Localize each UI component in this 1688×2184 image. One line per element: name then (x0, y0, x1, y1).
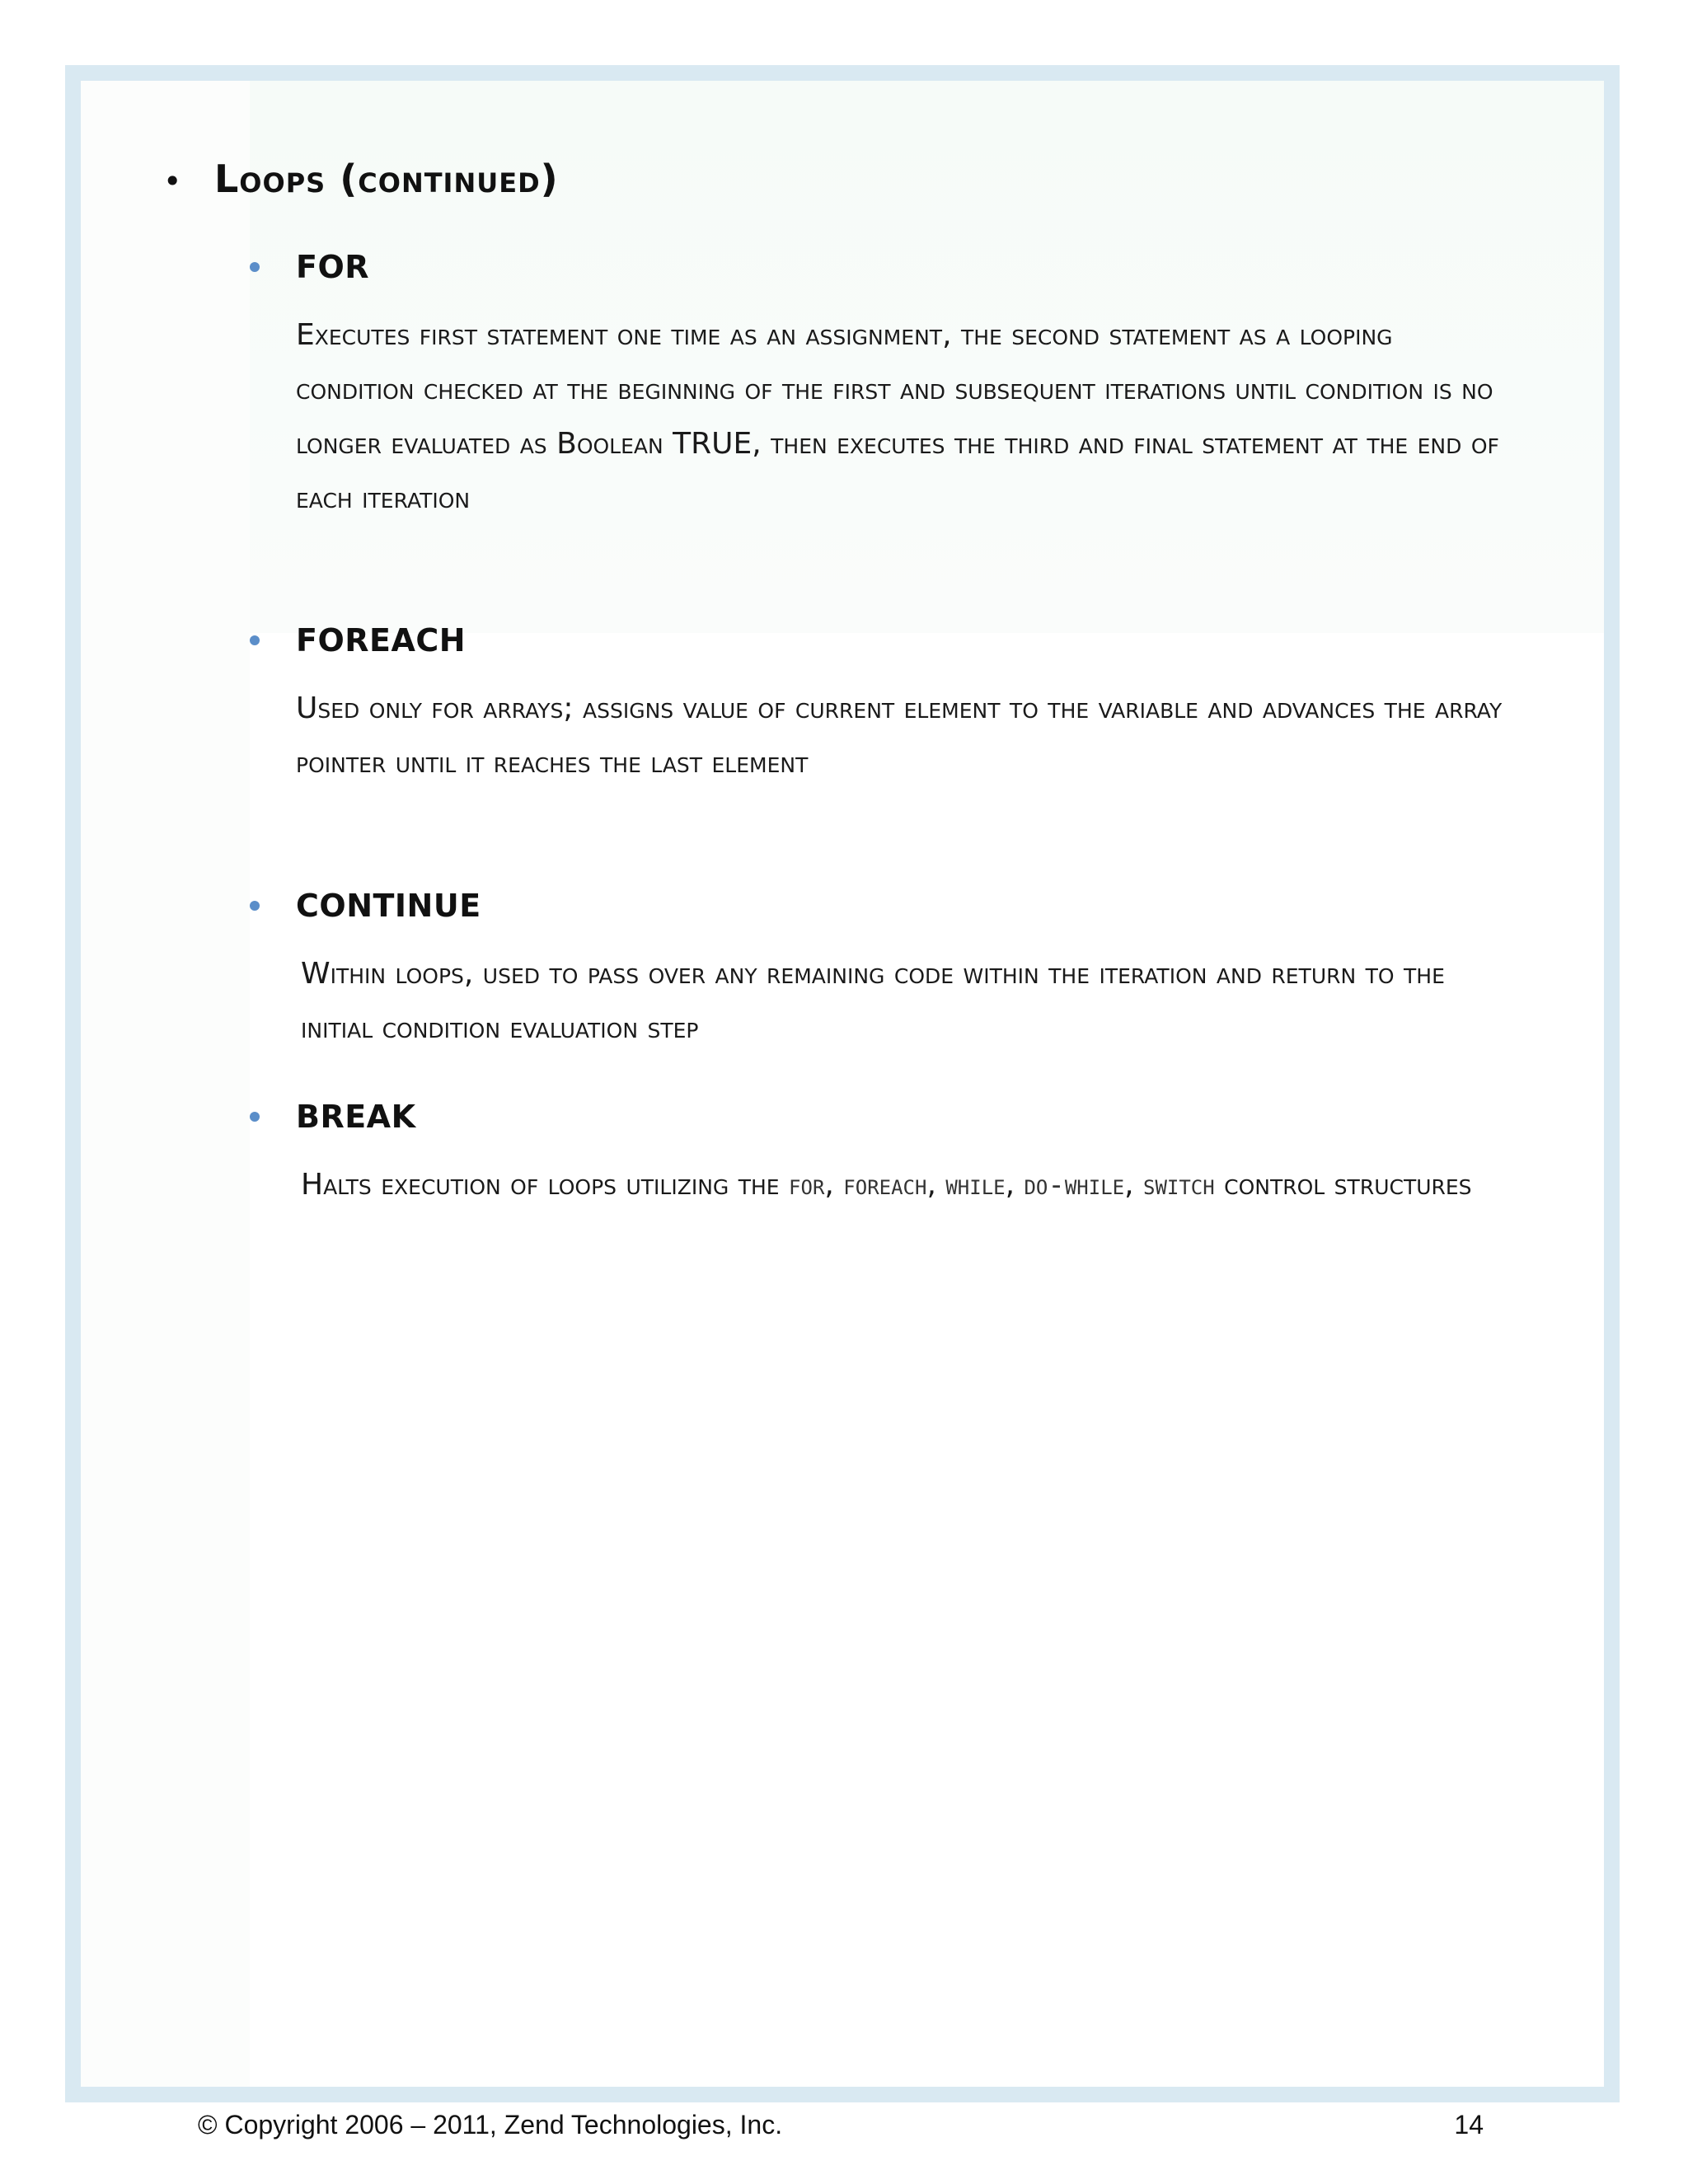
heading-subtitle: (continued) (340, 157, 559, 201)
item-description: Used only for arrays; assigns value of current element to the variable and advances the array pointer until it reaches the last element (296, 691, 1503, 780)
keyword-switch: switch (1143, 1169, 1215, 1202)
item-heading (250, 624, 1519, 657)
item-heading (250, 1100, 1519, 1133)
description-prefix: Halts execution of loops utilizing the (301, 1168, 780, 1202)
keyword-while: while (945, 1169, 1006, 1202)
copyright-text: © Copyright 2006 – 2011, Zend Technologies, Inc. (198, 2110, 783, 2139)
item-heading (250, 251, 1519, 284)
item-title: CONTINUE (296, 888, 481, 924)
heading-title (214, 157, 559, 201)
item-description: Within loops, used to pass over any remaining code within the iteration and return to the initial condition evaluation step (301, 957, 1445, 1045)
keyword-for: for (789, 1169, 825, 1202)
list-item-continue (250, 889, 1519, 1056)
item-title: FOR (296, 249, 370, 285)
sub-bullet-icon (250, 1112, 260, 1122)
page-frame (65, 65, 1620, 2102)
page-content (81, 81, 1604, 2087)
sub-bullet-icon (250, 262, 260, 272)
item-title: FOREACH (296, 622, 467, 658)
page-number: 14 (1454, 2110, 1484, 2139)
item-heading (250, 889, 1519, 922)
heading-title-text: Loops (214, 157, 326, 201)
main-heading (163, 157, 559, 201)
sub-bullet-icon (250, 901, 260, 911)
keyword-do-while: do-while (1024, 1169, 1125, 1202)
keyword-foreach: foreach (843, 1169, 927, 1202)
list-item-foreach (250, 624, 1519, 790)
item-description: Halts execution of loops utilizing the for, foreach, while, do-while, switch control structures (301, 1168, 1472, 1202)
list-item-break (250, 1100, 1519, 1212)
list-item-for (250, 251, 1519, 526)
item-title: BREAK (296, 1099, 416, 1135)
sub-bullet-icon (250, 635, 260, 645)
description-suffix: control structures (1224, 1168, 1472, 1202)
item-description: Executes first statement one time as an assignment, the second statement as a looping condition checked at the beginning of the first and subsequent iterations until condition is no longer evaluated as Boolean TRUE, then executes the third and final statement at the end of each iteration (296, 318, 1499, 515)
bullet-icon: • (163, 163, 182, 199)
page-footer (198, 2110, 1484, 2140)
